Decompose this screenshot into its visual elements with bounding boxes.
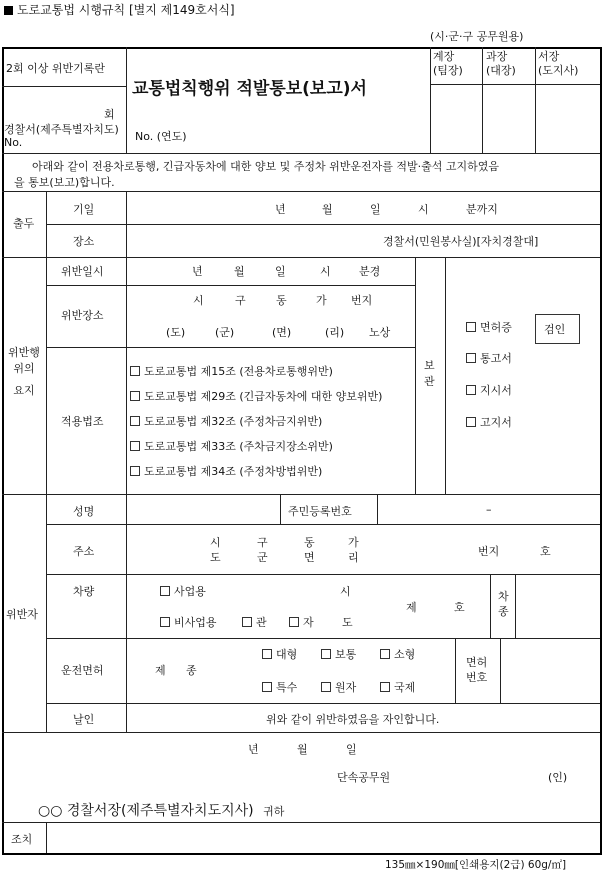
checkbox-icon[interactable] <box>130 466 140 476</box>
license-je: 제 <box>155 664 166 677</box>
addressee: ○○ 경찰서장(제주특별자치도지사) 귀하 <box>38 803 285 819</box>
applied-law-label: 적용법조 <box>61 415 104 428</box>
vehicle-business[interactable]: 사업용 <box>160 583 206 599</box>
appearance-place-value: 경찰서(민원봉사실)[자치경찰대] <box>383 235 539 248</box>
vehicle-gwan[interactable]: 관 <box>242 614 267 630</box>
addr-ho: 호 <box>540 545 551 558</box>
license-number-label: 면허 번호 <box>466 656 488 684</box>
checkbox-icon[interactable] <box>242 617 252 627</box>
date-month: 월 <box>322 203 333 216</box>
vehicle-label: 차량 <box>73 585 95 598</box>
vehicle-je: 제 <box>406 601 417 614</box>
form-title: 교통법칙행위 적발통보(보고)서 <box>132 79 367 99</box>
date-day: 일 <box>370 203 381 216</box>
date-year: 년 <box>275 203 286 216</box>
footer-year: 년 <box>248 743 259 756</box>
violation-datetime-label: 위반일시 <box>61 265 104 278</box>
checkbox-icon[interactable] <box>262 649 272 659</box>
violation-place-label: 위반장소 <box>61 309 104 322</box>
checkbox-icon[interactable] <box>262 682 272 692</box>
appearance-label: 출두 <box>13 217 35 230</box>
addr-ri: 리 <box>348 551 359 564</box>
count-unit: 회 <box>104 108 115 121</box>
law-34[interactable]: 도로교통법 제34조 (주정차방법위반) <box>130 463 322 479</box>
vehicle-si: 시 <box>340 585 351 598</box>
checkbox-icon[interactable] <box>160 617 170 627</box>
no-label: No. <box>4 136 23 149</box>
license-special[interactable]: 특수 <box>262 679 297 695</box>
address-label: 주소 <box>73 545 95 558</box>
checkbox-icon[interactable] <box>130 366 140 376</box>
checkbox-icon[interactable] <box>466 322 476 332</box>
checkbox-icon[interactable] <box>160 586 170 596</box>
addr-gun: 군 <box>257 551 268 564</box>
addr-si: 시 <box>210 536 221 549</box>
checkbox-icon[interactable] <box>380 649 390 659</box>
usage-note: (시·군·구 공무원용) <box>430 30 524 43</box>
addr-beonji: 번지 <box>478 545 500 558</box>
violator-label: 위반자 <box>6 608 38 621</box>
keep-instruction[interactable]: 지시서 <box>466 382 512 398</box>
vp-gun: (군) <box>215 326 235 339</box>
checkbox-icon[interactable] <box>130 416 140 426</box>
addr-ga: 가 <box>348 536 359 549</box>
law-32[interactable]: 도로교통법 제32조 (주정차금지위반) <box>130 413 322 429</box>
custody-label: 보 관 <box>424 359 435 388</box>
checkbox-icon[interactable] <box>466 353 476 363</box>
vehicle-non-business[interactable]: 비사업용 <box>160 614 217 630</box>
approval-section-chief: 과장 (대장) <box>486 50 516 77</box>
vdt-month: 월 <box>234 265 245 278</box>
law-33[interactable]: 도로교통법 제33조 (주차금지장소위반) <box>130 438 333 454</box>
violation-summary-label: 위반행 위의 요지 <box>8 346 40 397</box>
intro-line-1: 아래와 같이 전용차로통행, 긴급자동차에 대한 양보 및 주정차 위반운전자를 적발·출석 고지하였음 <box>32 160 499 173</box>
rrn-dash: – <box>486 503 492 516</box>
vp-do: (도) <box>166 326 186 339</box>
date-minute: 분까지 <box>466 203 498 216</box>
name-label: 성명 <box>73 505 95 518</box>
license-motorbike[interactable]: 원자 <box>321 679 356 695</box>
addr-do: 도 <box>210 551 221 564</box>
vdt-hour: 시 <box>320 265 331 278</box>
addr-myeon: 면 <box>304 551 315 564</box>
vehicle-ja[interactable]: 자 <box>289 614 314 630</box>
vp-gu: 구 <box>235 294 246 307</box>
vp-ri: (리) <box>325 326 345 339</box>
vehicle-type-label: 차 종 <box>498 590 509 618</box>
vdt-minute: 분경 <box>359 265 381 278</box>
vdt-year: 년 <box>192 265 203 278</box>
intro-line-2: 을 통보(보고)합니다. <box>14 176 115 189</box>
repeat-violation-label: 2회 이상 위반기록란 <box>6 62 105 75</box>
vp-myeon: (면) <box>272 326 292 339</box>
square-bullet-icon <box>4 6 13 15</box>
seal-label: 날인 <box>73 713 95 726</box>
inspection-label: 검인 <box>544 323 566 336</box>
footer-day: 일 <box>346 743 357 756</box>
approval-chief: 서장 (도지사) <box>538 50 579 77</box>
checkbox-icon[interactable] <box>130 391 140 401</box>
no-year-label: No. (연도) <box>135 130 187 143</box>
print-spec: 135㎜×190㎜[인쇄용지(2급) 60g/㎡] <box>385 859 567 871</box>
form-number: 도로교통법 시행규칙 [별지 제149호서식] <box>4 1 235 18</box>
keep-bulletin[interactable]: 고지서 <box>466 414 512 430</box>
footer-month: 월 <box>297 743 308 756</box>
officer-label: 단속공무원 <box>337 771 391 784</box>
vp-beonji: 번지 <box>351 294 373 307</box>
checkbox-icon[interactable] <box>321 682 331 692</box>
appearance-date-label: 기일 <box>73 203 95 216</box>
checkbox-icon[interactable] <box>466 385 476 395</box>
vehicle-ho: 호 <box>454 601 465 614</box>
addr-gu: 구 <box>257 536 268 549</box>
vdt-day: 일 <box>275 265 286 278</box>
license-large[interactable]: 대형 <box>262 646 297 662</box>
appearance-place-label: 장소 <box>73 235 95 248</box>
keep-notice[interactable]: 통고서 <box>466 350 512 366</box>
checkbox-icon[interactable] <box>289 617 299 627</box>
admission-text: 위와 같이 위반하였음을 자인합니다. <box>266 713 440 726</box>
keep-license[interactable]: 면허증 <box>466 319 512 335</box>
vehicle-do: 도 <box>342 616 353 629</box>
license-normal[interactable]: 보통 <box>321 646 356 662</box>
action-label: 조치 <box>11 833 33 846</box>
vp-si: 시 <box>193 294 204 307</box>
law-15[interactable]: 도로교통법 제15조 (전용차로통행위반) <box>130 363 333 379</box>
checkbox-icon[interactable] <box>466 417 476 427</box>
vp-dong: 동 <box>276 294 287 307</box>
license-label: 운전면허 <box>61 664 104 677</box>
officer-seal: (인) <box>548 771 568 784</box>
checkbox-icon[interactable] <box>321 649 331 659</box>
date-hour: 시 <box>418 203 429 216</box>
checkbox-icon[interactable] <box>130 441 140 451</box>
license-international[interactable]: 국제 <box>380 679 415 695</box>
checkbox-icon[interactable] <box>380 682 390 692</box>
license-jong: 종 <box>186 664 197 677</box>
license-small[interactable]: 소형 <box>380 646 415 662</box>
approval-team-leader: 계장 (팀장) <box>433 50 463 77</box>
addr-dong: 동 <box>304 536 315 549</box>
station-label: 경찰서(제주특별자치도) <box>4 123 119 136</box>
vp-ga: 가 <box>316 294 327 307</box>
vp-road: 노상 <box>369 326 391 339</box>
law-29[interactable]: 도로교통법 제29조 (긴급자동차에 대한 양보위반) <box>130 388 382 404</box>
rrn-label: 주민등록번호 <box>288 505 352 518</box>
